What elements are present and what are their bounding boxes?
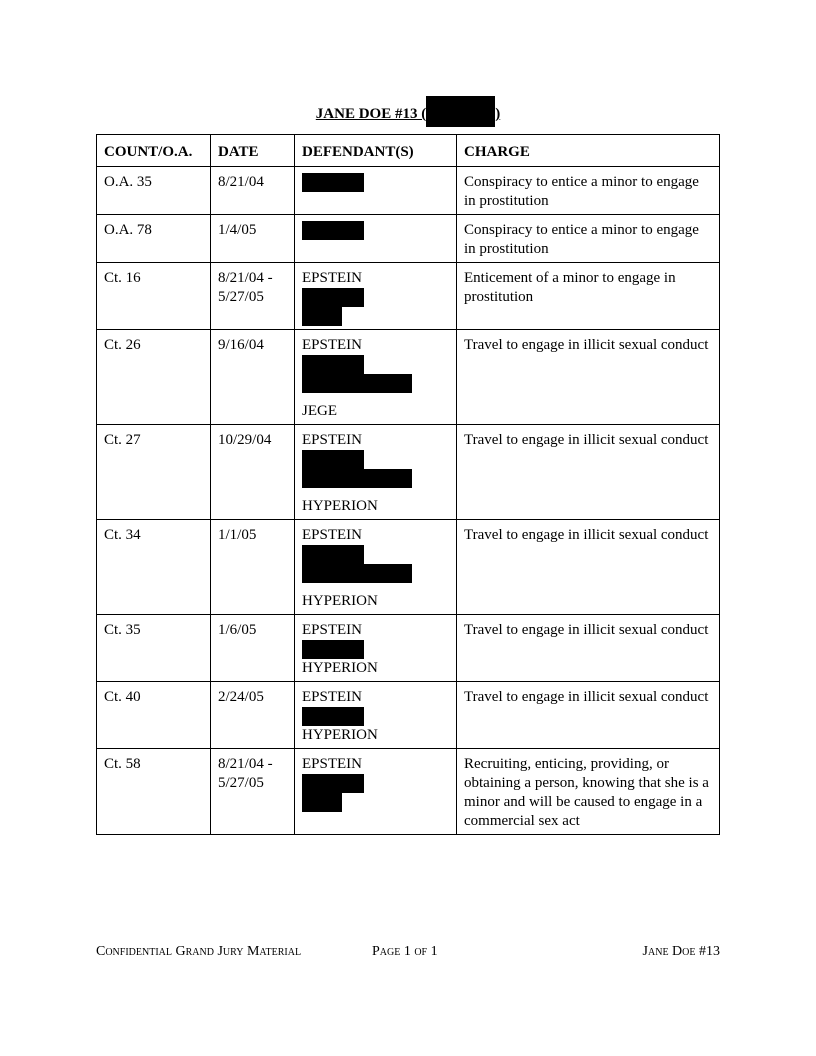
defendant-name: EPSTEIN (302, 527, 362, 543)
table-row (97, 749, 720, 835)
defendant-name: JEGE (302, 403, 337, 419)
defendant-name: HYPERION (302, 593, 378, 609)
defendant-name: HYPERION (302, 660, 378, 676)
table-row (97, 215, 720, 263)
defendant-name: HYPERION (302, 498, 378, 514)
defendants-cell (295, 330, 457, 425)
footer-page: Page 1 of 1 (372, 944, 438, 959)
count-cell: Ct. 26 (97, 330, 211, 425)
charge-cell: Conspiracy to entice a minor to engage in prostitution (457, 167, 720, 215)
redaction-block (302, 374, 412, 393)
count-cell: Ct. 35 (97, 615, 211, 682)
header-date: DATE (211, 135, 295, 167)
defendants-cell (295, 425, 457, 520)
charges-table (96, 134, 720, 835)
defendants-cell (295, 215, 457, 263)
charge-cell: Travel to engage in illicit sexual conduct (457, 330, 720, 425)
footer-confidential: Confidential Grand Jury Material (96, 944, 302, 959)
redaction-block (302, 307, 342, 326)
redaction-block (302, 173, 364, 192)
defendants-cell (295, 615, 457, 682)
charge-cell: Enticement of a minor to engage in prostitution (457, 263, 720, 330)
date-cell: 8/21/04 - 5/27/05 (211, 263, 295, 330)
redaction-block (302, 545, 364, 564)
date-cell: 1/6/05 (211, 615, 295, 682)
redaction-block (302, 450, 364, 469)
defendant-name: EPSTEIN (302, 622, 362, 638)
redaction-block (302, 774, 364, 793)
redaction-block (302, 355, 364, 374)
charge-cell: Travel to engage in illicit sexual conduct (457, 520, 720, 615)
table-row (97, 682, 720, 749)
count-cell: Ct. 27 (97, 425, 211, 520)
table-row (97, 425, 720, 520)
defendant-name: EPSTEIN (302, 337, 362, 353)
defendant-name: HYPERION (302, 727, 378, 743)
table-row (97, 520, 720, 615)
charge-cell: Travel to engage in illicit sexual conduct (457, 615, 720, 682)
redaction-block (302, 793, 342, 812)
defendant-name: EPSTEIN (302, 432, 362, 448)
date-cell: 2/24/05 (211, 682, 295, 749)
redaction-block (302, 707, 364, 726)
defendants-cell (295, 167, 457, 215)
count-cell: O.A. 35 (97, 167, 211, 215)
defendants-cell (295, 749, 457, 835)
defendants-cell (295, 520, 457, 615)
charge-cell: Travel to engage in illicit sexual conduct (457, 682, 720, 749)
redaction-block (302, 469, 412, 488)
date-cell: 1/4/05 (211, 215, 295, 263)
charge-cell: Recruiting, enticing, providing, or obtaining a person, knowing that she is a minor and will be caused to engage in a commercial sex act (457, 749, 720, 835)
table-row (97, 330, 720, 425)
date-cell: 8/21/04 (211, 167, 295, 215)
footer-jane-doe: Jane Doe #13 (642, 944, 720, 959)
count-cell: Ct. 34 (97, 520, 211, 615)
count-cell: Ct. 58 (97, 749, 211, 835)
defendant-name: EPSTEIN (302, 756, 362, 772)
charge-cell: Travel to engage in illicit sexual conduct (457, 425, 720, 520)
count-cell: O.A. 78 (97, 215, 211, 263)
redaction-block (302, 288, 364, 307)
count-cell: Ct. 16 (97, 263, 211, 330)
redaction-block (302, 221, 364, 240)
date-cell: 10/29/04 (211, 425, 295, 520)
page-title: JANE DOE #13 ( ) (0, 96, 816, 127)
header-defendants: DEFENDANT(S) (295, 135, 457, 167)
redaction-block (426, 96, 495, 127)
redaction-block (302, 640, 364, 659)
redaction-block (302, 564, 412, 583)
table-row (97, 615, 720, 682)
defendants-cell (295, 263, 457, 330)
date-cell: 1/1/05 (211, 520, 295, 615)
count-cell: Ct. 40 (97, 682, 211, 749)
header-charge: CHARGE (457, 135, 720, 167)
charge-cell: Conspiracy to entice a minor to engage in prostitution (457, 215, 720, 263)
date-cell: 9/16/04 (211, 330, 295, 425)
defendant-name: EPSTEIN (302, 689, 362, 705)
table-row (97, 263, 720, 330)
defendants-cell (295, 682, 457, 749)
date-cell: 8/21/04 - 5/27/05 (211, 749, 295, 835)
defendant-name: EPSTEIN (302, 270, 362, 286)
header-count: COUNT/O.A. (97, 135, 211, 167)
table-row (97, 167, 720, 215)
